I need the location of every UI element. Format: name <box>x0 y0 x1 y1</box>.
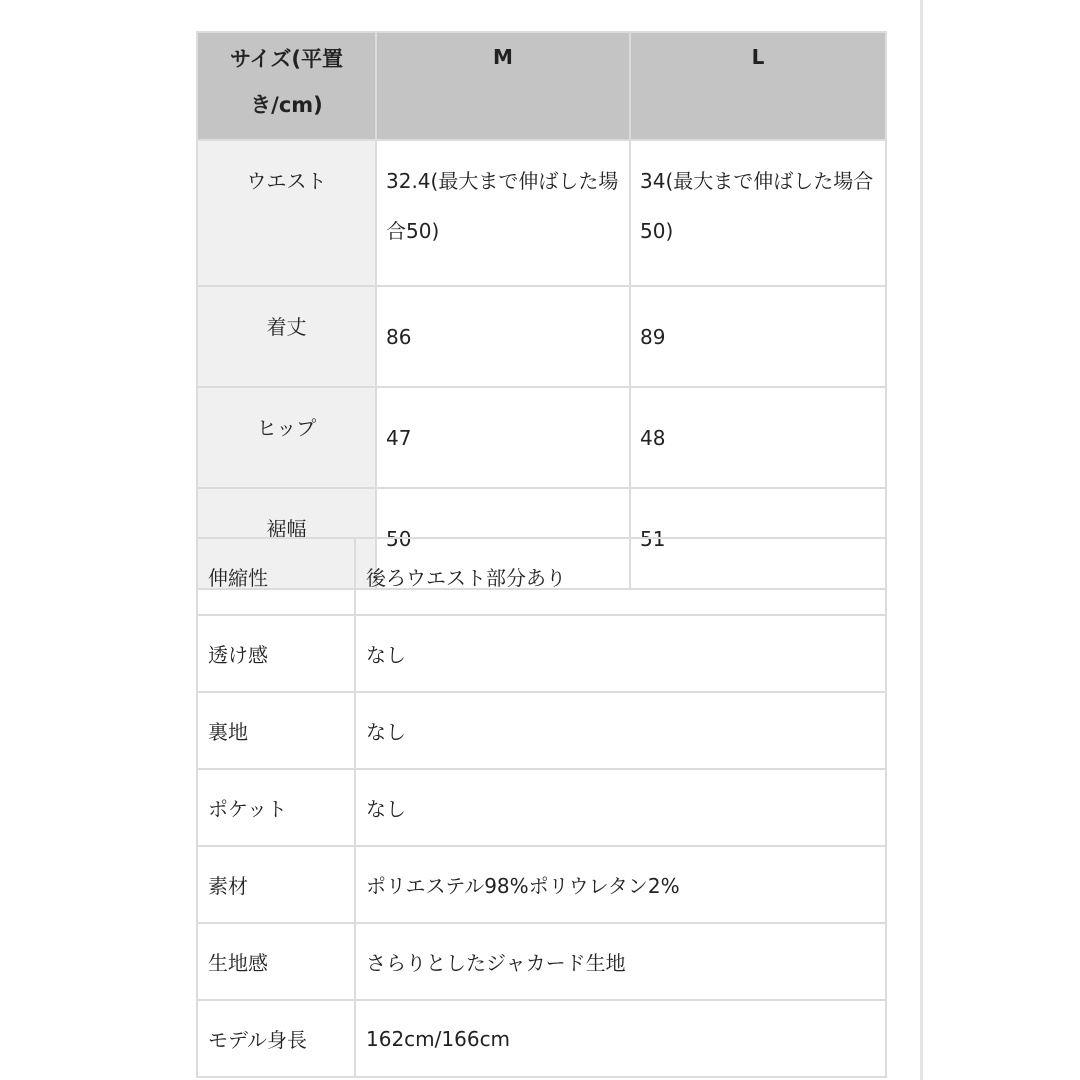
table-row <box>197 846 886 923</box>
spec-key: 素材 <box>197 846 355 923</box>
size-l-value: 51 <box>630 488 886 589</box>
row-label: ウエスト <box>197 140 376 286</box>
table-row <box>197 538 886 615</box>
spec-value: なし <box>355 615 886 692</box>
table-row <box>197 286 886 387</box>
spec-key: ポケット <box>197 769 355 846</box>
table-row <box>197 387 886 488</box>
size-m-value: 50 <box>376 488 630 589</box>
size-table <box>196 31 887 590</box>
size-l-value: 34(最大まで伸ばした場合50) <box>630 140 886 286</box>
size-m-value: 86 <box>376 286 630 387</box>
size-table-header <box>197 32 886 140</box>
table-row <box>197 615 886 692</box>
spec-key: 生地感 <box>197 923 355 1000</box>
spec-table <box>196 537 887 1078</box>
size-m-value: 47 <box>376 387 630 488</box>
spec-value: さらりとしたジャカード生地 <box>355 923 886 1000</box>
spec-key: 透け感 <box>197 615 355 692</box>
size-l-value: 48 <box>630 387 886 488</box>
size-header-label: サイズ(平置き/cm) <box>197 32 376 140</box>
size-m-value: 32.4(最大まで伸ばした場合50) <box>376 140 630 286</box>
row-label: 裾幅 <box>197 488 376 589</box>
size-header-l: L <box>630 32 886 140</box>
spec-value: 後ろウエスト部分あり <box>355 538 886 615</box>
size-header-m: M <box>376 32 630 140</box>
spec-value: ポリエステル98%ポリウレタン2% <box>355 846 886 923</box>
row-label: 着丈 <box>197 286 376 387</box>
page-divider <box>920 0 923 1080</box>
table-row <box>197 769 886 846</box>
spec-value: 162cm/166cm <box>355 1000 886 1077</box>
size-l-value: 89 <box>630 286 886 387</box>
table-row <box>197 140 886 286</box>
spec-key: モデル身長 <box>197 1000 355 1077</box>
spec-key: 裏地 <box>197 692 355 769</box>
table-row <box>197 1000 886 1077</box>
table-row <box>197 923 886 1000</box>
table-row <box>197 692 886 769</box>
spec-key: 伸縮性 <box>197 538 355 615</box>
spec-value: なし <box>355 692 886 769</box>
row-label: ヒップ <box>197 387 376 488</box>
spec-value: なし <box>355 769 886 846</box>
